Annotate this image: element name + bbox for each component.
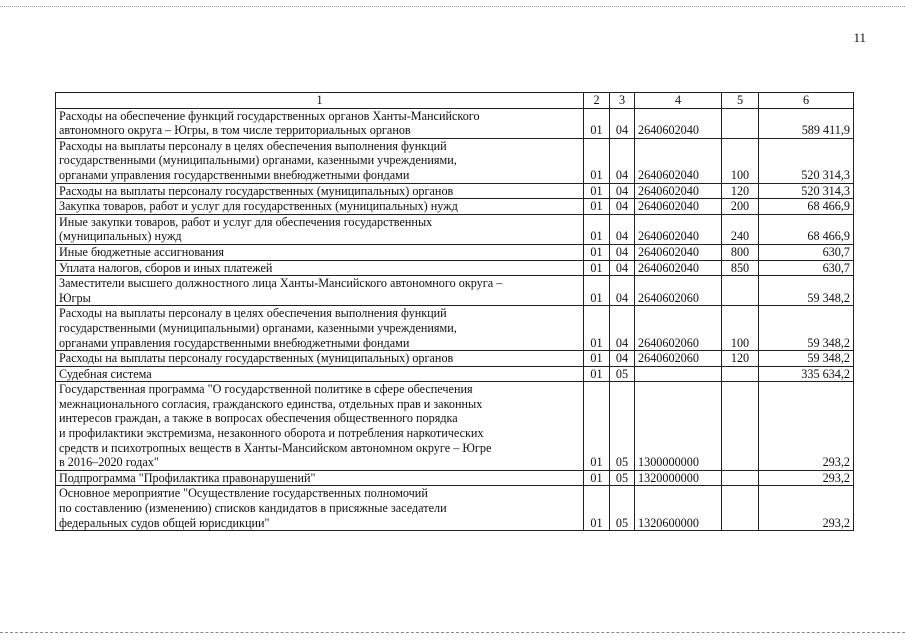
row-subsection-code: 04	[610, 138, 635, 183]
row-target-article: 2640602040	[635, 244, 722, 260]
row-description: Государственная программа "О государственной политике в сфере обеспечения межнационального согласия, гражданского единства, отдельных прав и законных интересов граждан, а также в вопросах обеспечения общественного порядка и профилактики экстремизма, незаконного оборота и потребления наркотических средств и психотропных веществ в Ханты-Мансийском автономном округе – Югре в 2016–2020 годах"	[56, 382, 584, 471]
table-row	[56, 276, 854, 306]
header-col-1: 1	[56, 93, 584, 109]
table-row	[56, 108, 854, 138]
row-subsection-code: 04	[610, 244, 635, 260]
budget-table	[55, 92, 854, 531]
row-description: Уплата налогов, сборов и иных платежей	[56, 260, 584, 276]
table-row	[56, 199, 854, 215]
row-section-code: 01	[584, 138, 610, 183]
row-subsection-code: 04	[610, 276, 635, 306]
page-number: 11	[853, 30, 866, 45]
row-subsection-code: 05	[610, 486, 635, 531]
row-subsection-code: 05	[610, 470, 635, 486]
row-subsection-code: 05	[610, 366, 635, 382]
table-row	[56, 214, 854, 244]
row-section-code: 01	[584, 260, 610, 276]
row-expense-type: 800	[722, 244, 759, 260]
header-col-5: 5	[722, 93, 759, 109]
table-row	[56, 260, 854, 276]
row-description: Судебная система	[56, 366, 584, 382]
row-subsection-code: 04	[610, 351, 635, 367]
row-section-code: 01	[584, 244, 610, 260]
row-expense-type: 100	[722, 138, 759, 183]
table-header-row	[56, 93, 854, 109]
row-amount: 520 314,3	[759, 183, 854, 199]
row-description: Закупка товаров, работ и услуг для государственных (муниципальных) нужд	[56, 199, 584, 215]
row-amount: 589 411,9	[759, 108, 854, 138]
table-row	[56, 306, 854, 351]
row-target-article: 2640602060	[635, 276, 722, 306]
row-section-code: 01	[584, 183, 610, 199]
table-row	[56, 138, 854, 183]
row-section-code: 01	[584, 470, 610, 486]
row-amount: 59 348,2	[759, 276, 854, 306]
row-amount: 630,7	[759, 260, 854, 276]
row-description: Основное мероприятие "Осуществление государственных полномочий по составлению (изменению) списков кандидатов в присяжные заседатели федеральных судов общей юрисдикции"	[56, 486, 584, 531]
row-subsection-code: 04	[610, 183, 635, 199]
table-row	[56, 183, 854, 199]
header-col-4: 4	[635, 93, 722, 109]
row-section-code: 01	[584, 366, 610, 382]
row-subsection-code: 04	[610, 260, 635, 276]
row-section-code: 01	[584, 351, 610, 367]
row-expense-type: 100	[722, 306, 759, 351]
table-row	[56, 244, 854, 260]
table-row	[56, 382, 854, 471]
row-subsection-code: 04	[610, 214, 635, 244]
row-subsection-code: 04	[610, 108, 635, 138]
row-expense-type	[722, 276, 759, 306]
row-section-code: 01	[584, 199, 610, 215]
row-subsection-code: 04	[610, 199, 635, 215]
row-expense-type: 240	[722, 214, 759, 244]
table-row	[56, 470, 854, 486]
row-amount: 59 348,2	[759, 306, 854, 351]
row-expense-type	[722, 382, 759, 471]
row-target-article: 2640602060	[635, 306, 722, 351]
row-description: Расходы на выплаты персоналу государственных (муниципальных) органов	[56, 351, 584, 367]
row-expense-type: 850	[722, 260, 759, 276]
row-target-article: 2640602040	[635, 183, 722, 199]
row-expense-type: 120	[722, 351, 759, 367]
row-expense-type	[722, 366, 759, 382]
bottom-scan-edge	[0, 632, 905, 633]
row-expense-type	[722, 108, 759, 138]
row-target-article: 2640602060	[635, 351, 722, 367]
row-section-code: 01	[584, 486, 610, 531]
header-col-2: 2	[584, 93, 610, 109]
table-row	[56, 351, 854, 367]
row-description: Расходы на выплаты персоналу в целях обеспечения выполнения функций государственными (муниципальными) органами, казенными учреждениями, органами управления государственными внебюджетными фондами	[56, 306, 584, 351]
row-subsection-code: 05	[610, 382, 635, 471]
row-section-code: 01	[584, 306, 610, 351]
table-row	[56, 486, 854, 531]
row-description: Расходы на выплаты персоналу в целях обеспечения выполнения функций государственными (муниципальными) органами, казенными учреждениями, органами управления государственными внебюджетными фондами	[56, 138, 584, 183]
row-target-article: 2640602040	[635, 108, 722, 138]
row-section-code: 01	[584, 108, 610, 138]
row-amount: 335 634,2	[759, 366, 854, 382]
row-target-article: 2640602040	[635, 214, 722, 244]
row-subsection-code: 04	[610, 306, 635, 351]
row-amount: 68 466,9	[759, 214, 854, 244]
header-col-6: 6	[759, 93, 854, 109]
row-amount: 68 466,9	[759, 199, 854, 215]
top-scan-edge	[0, 6, 905, 7]
table-row	[56, 366, 854, 382]
row-amount: 59 348,2	[759, 351, 854, 367]
row-target-article	[635, 366, 722, 382]
row-target-article: 2640602040	[635, 260, 722, 276]
row-amount: 293,2	[759, 486, 854, 531]
row-target-article: 2640602040	[635, 199, 722, 215]
row-amount: 630,7	[759, 244, 854, 260]
row-section-code: 01	[584, 214, 610, 244]
row-target-article: 2640602040	[635, 138, 722, 183]
row-amount: 293,2	[759, 382, 854, 471]
row-description: Заместители высшего должностного лица Ханты-Мансийского автономного округа – Югры	[56, 276, 584, 306]
row-description: Иные закупки товаров, работ и услуг для обеспечения государственных (муниципальных) нужд	[56, 214, 584, 244]
row-expense-type	[722, 486, 759, 531]
row-description: Подпрограмма "Профилактика правонарушений"	[56, 470, 584, 486]
row-target-article: 1300000000	[635, 382, 722, 471]
table-body	[56, 108, 854, 531]
row-amount: 293,2	[759, 470, 854, 486]
row-expense-type: 120	[722, 183, 759, 199]
row-description: Иные бюджетные ассигнования	[56, 244, 584, 260]
row-target-article: 1320000000	[635, 470, 722, 486]
header-col-3: 3	[610, 93, 635, 109]
row-section-code: 01	[584, 276, 610, 306]
row-section-code: 01	[584, 382, 610, 471]
row-description: Расходы на обеспечение функций государственных органов Ханты-Мансийского автономного округа – Югры, в том числе территориальных органов	[56, 108, 584, 138]
row-description: Расходы на выплаты персоналу государственных (муниципальных) органов	[56, 183, 584, 199]
row-expense-type	[722, 470, 759, 486]
row-expense-type: 200	[722, 199, 759, 215]
row-amount: 520 314,3	[759, 138, 854, 183]
row-target-article: 1320600000	[635, 486, 722, 531]
